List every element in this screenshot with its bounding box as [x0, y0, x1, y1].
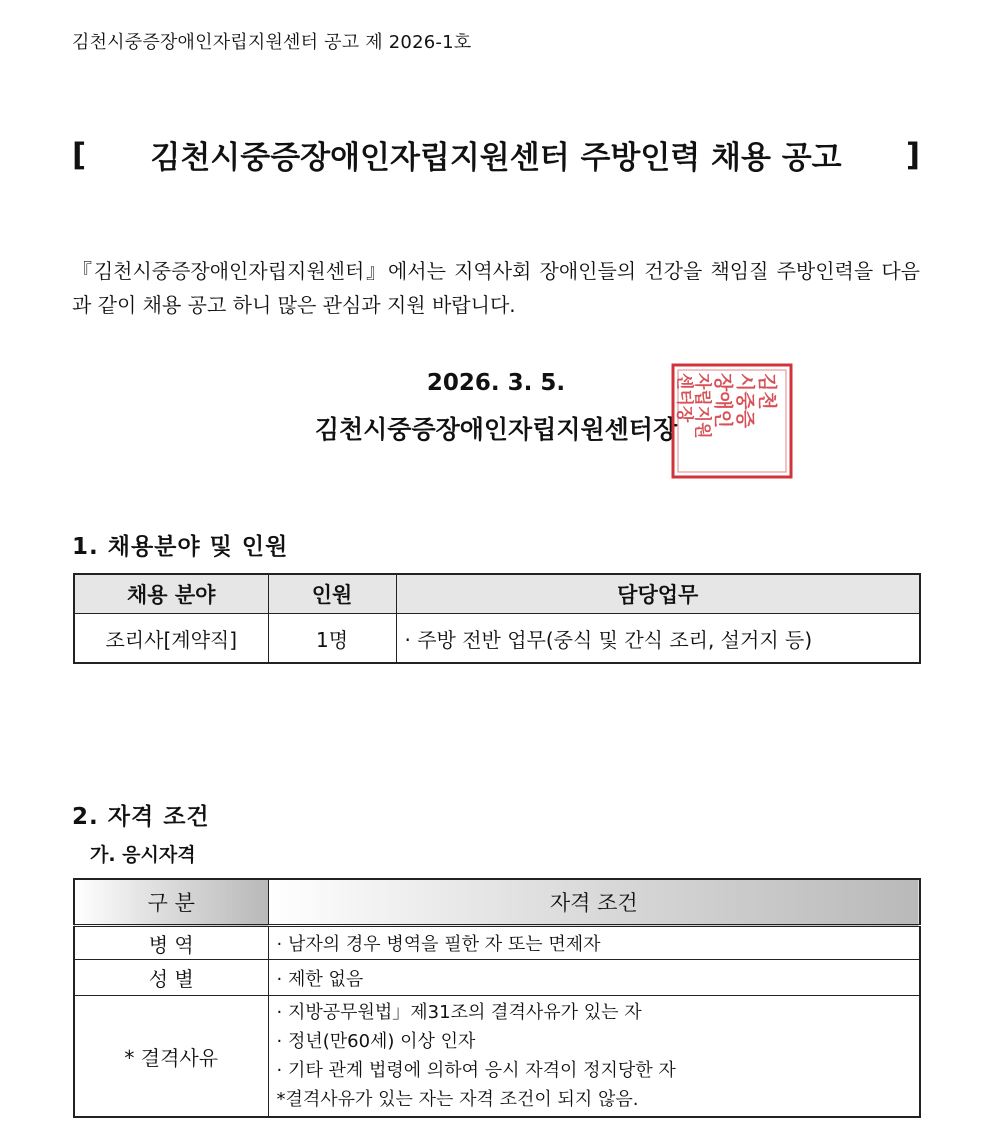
section2-title: 2. 자격 조건: [72, 804, 210, 830]
condition-military: · 남자의 경우 병역을 필한 자 또는 면제자: [268, 926, 920, 960]
table-row: [74, 614, 920, 664]
count-cell: 1명: [268, 614, 396, 664]
field-cell: 조리사[계약직]: [74, 614, 268, 664]
duty-cell: · 주방 전반 업무(중식 및 간식 조리, 설거지 등): [396, 614, 920, 664]
condition-disqualification: [268, 996, 920, 1118]
header-field: 채용 분야: [74, 574, 268, 614]
disqualification-item: · 정년(만60세) 이상 인자: [276, 1031, 476, 1052]
table-row: [74, 926, 920, 960]
seal-text-4: 자립지원: [692, 373, 712, 439]
section1-title: 1. 채용분야 및 인원: [72, 534, 289, 560]
seal-text-3: 장애인: [712, 373, 734, 429]
official-seal-stamp: [670, 362, 794, 480]
table-row: [74, 996, 920, 1118]
seal-text-2: 시중증: [734, 373, 756, 429]
notice-date: 2026. 3. 5.: [426, 370, 566, 396]
category-gender: 성 별: [74, 960, 268, 996]
category-military: 병 역: [74, 926, 268, 960]
header-category: 구 분: [74, 879, 268, 926]
header-duty: 담당업무: [396, 574, 920, 614]
condition-gender: · 제한 없음: [268, 960, 920, 996]
disqualification-note: *결격사유가 있는 자는 자격 조건이 되지 않음.: [276, 1089, 639, 1110]
qualification-table-header: [74, 879, 920, 926]
seal-text-1: 김천: [756, 373, 778, 410]
disqualification-item: · 지방공무원법」제31조의 결격사유가 있는 자: [276, 1002, 642, 1023]
title-text: 김천시중증장애인자립지원센터 주방인력 채용 공고: [150, 140, 842, 176]
title-close-bracket: ]: [905, 136, 920, 173]
title-open-bracket: [: [72, 136, 87, 173]
organization-head: 김천시중증장애인자립지원센터장: [314, 415, 678, 444]
header-count: 인원: [268, 574, 396, 614]
disqualification-item: · 기타 관계 법령에 의하여 응시 자격이 정지당한 자: [276, 1060, 676, 1081]
category-disqualification: * 결격사유: [74, 996, 268, 1118]
section2-subtitle: 가. 응시자격: [90, 844, 196, 866]
notice-number: 김천시중증장애인자립지원센터 공고 제 2026-1호: [72, 32, 472, 53]
recruitment-table-header: [74, 574, 920, 614]
intro-paragraph: 『김천시중증장애인자립지원센터』에서는 지역사회 장애인들의 건강을 책임질 주방인력을 다음과 같이 채용 공고 하니 많은 관심과 지원 바랍니다.: [72, 259, 920, 317]
seal-text-5: 센터장: [674, 373, 694, 423]
qualification-table: [73, 878, 921, 1118]
table-row: [74, 960, 920, 996]
header-conditions: 자격 조건: [268, 879, 920, 926]
page-title: [72, 132, 920, 177]
recruitment-table: [73, 573, 921, 664]
